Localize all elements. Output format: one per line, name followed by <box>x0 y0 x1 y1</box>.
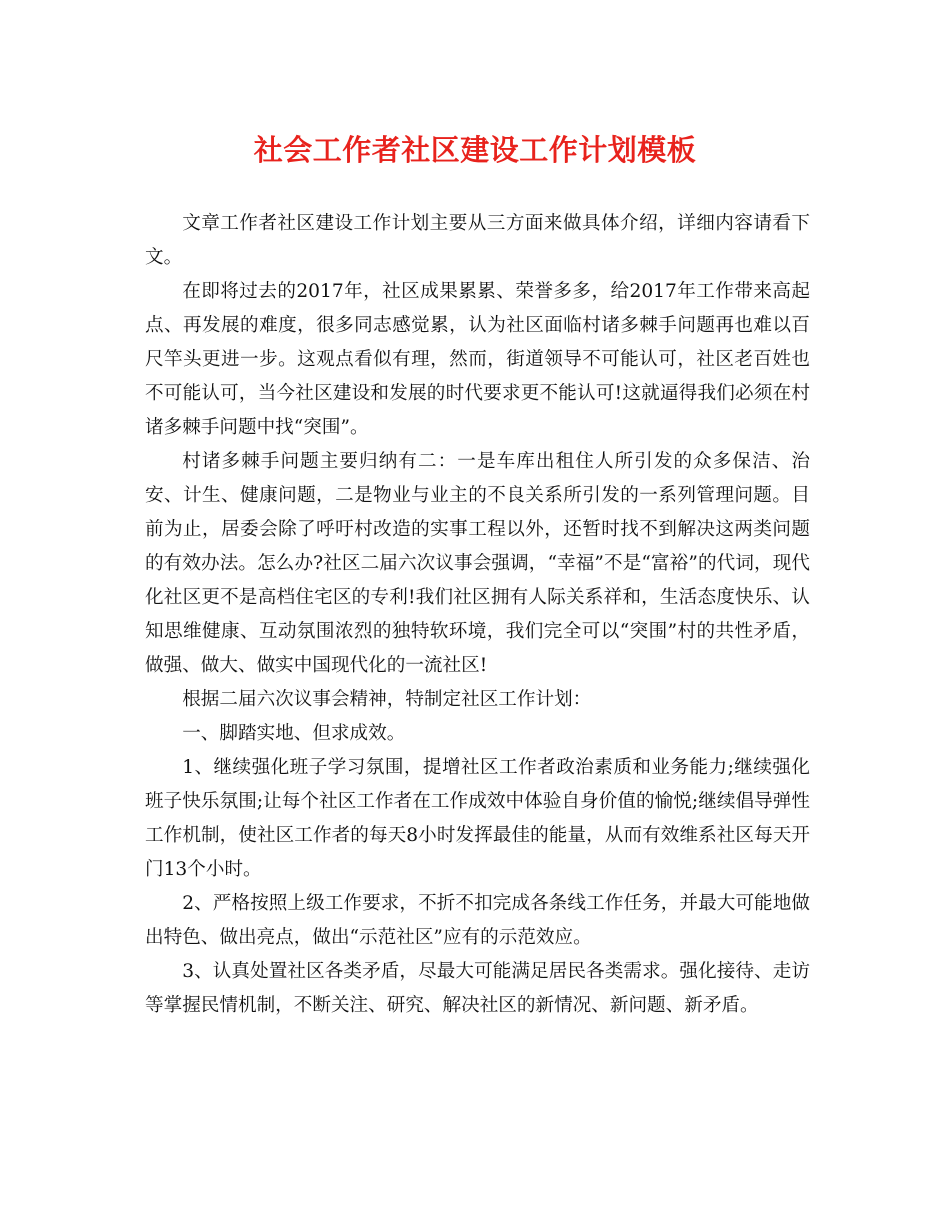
list-item-3: 3、认真处置社区各类矛盾，尽最大可能满足居民各类需求。强化接待、走访等掌握民情机制，不断关注、研究、解决社区的新情况、新问题、新矛盾。 <box>145 961 810 1016</box>
document-title: 社会工作者社区建设工作计划模板 <box>253 133 697 167</box>
paragraph-background: 在即将过去的2017年，社区成果累累、荣誉多多，给2017年工作带来高起点、再发展的难度，很多同志感觉累，认为社区面临村诸多棘手问题再也难以百尺竿头更进一步。这观点看似有理，然而，街道领导不可能认可，社区老百姓也不可能认可，当今社区建设和发展的时代要求更不能认可!这就逼得我们必须在村诸多棘手问题中找“突围”。 <box>145 281 810 438</box>
list-item-1: 1、继续强化班子学习氛围，提增社区工作者政治素质和业务能力;继续强化班子快乐氛围;让每个社区工作者在工作成效中体验自身价值的愉悦;继续倡导弹性工作机制，使社区工作者的每天8小时发挥最佳的能量，从而有效维系社区每天开门13个小时。 <box>145 757 810 880</box>
paragraph-plan-basis: 根据二届六次议事会精神，特制定社区工作计划： <box>182 689 592 710</box>
paragraph-intro: 文章工作者社区建设工作计划主要从三方面来做具体介绍，详细内容请看下文。 <box>145 213 810 268</box>
document-body <box>145 207 810 1023</box>
paragraph-problems: 村诸多棘手问题主要归纳有二：一是车库出租住人所引发的众多保洁、治安、计生、健康问题，二是物业与业主的不良关系所引发的一系列管理问题。目前为止，居委会除了呼吁村改造的实事工程以外，还暂时找不到解决这两类问题的有效办法。怎么办?社区二届六次议事会强调，“幸福”不是“富裕”的代词，现代化社区更不是高档住宅区的专利!我们社区拥有人际关系祥和，生活态度快乐、认知思维健康、互动氛围浓烈的独特软环境，我们完全可以“突围”村的共性矛盾，做强、做大、做实中国现代化的一流社区! <box>145 451 810 676</box>
list-item-2: 2、严格按照上级工作要求，不折不扣完成各条线工作任务，并最大可能地做出特色、做出亮点，做出“示范社区”应有的示范效应。 <box>145 893 810 948</box>
section-heading-1: 一、脚踏实地、但求成效。 <box>182 723 406 744</box>
